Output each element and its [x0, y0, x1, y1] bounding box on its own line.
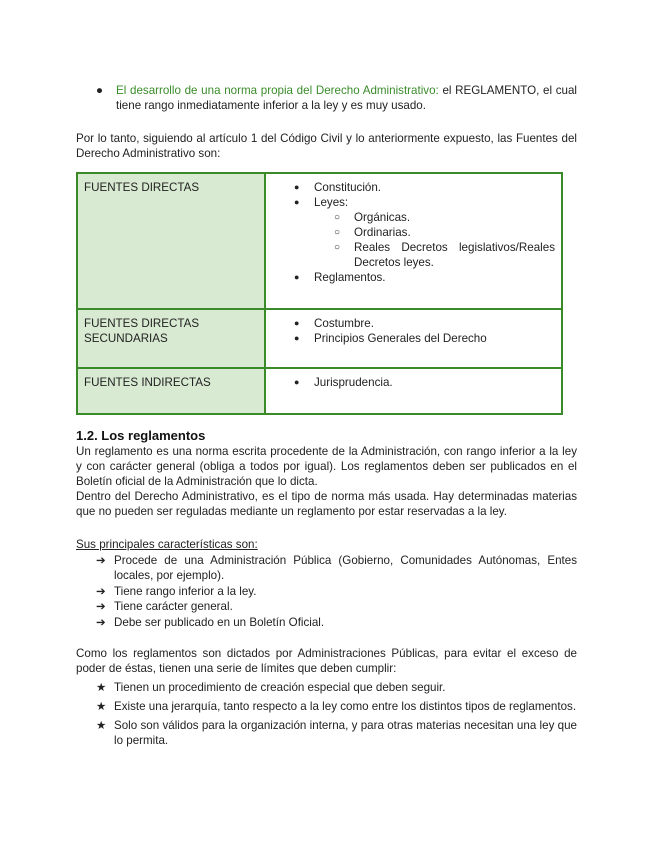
limits-list: [76, 680, 577, 752]
list-item: ● Principios Generales del Derecho: [294, 331, 555, 346]
list-item: ● Jurisprudencia.: [294, 375, 555, 390]
list-item: ➔ Procede de una Administración Pública (Gobierno, Comunidades Autónomas, Entes locales, por ejemplo).: [96, 554, 577, 582]
row-label: FUENTES DIRECTAS SECUNDARIAS: [77, 309, 265, 368]
characteristics-list: [76, 553, 577, 630]
list-item: ➔ Debe ser publicado en un Boletín Oficial.: [96, 615, 325, 629]
list-item: ➔ Tiene carácter general.: [96, 600, 233, 613]
sub-list-item: ○ Ordinarias.: [334, 225, 555, 240]
sub-list: [314, 210, 555, 270]
sub-list-item: ○ Orgánicas.: [334, 210, 555, 225]
star-icon: ★: [96, 700, 107, 713]
intro-paragraph: Por lo tanto, siguiendo al artículo 1 del Código Civil y lo anteriormente expuesto, las Fuentes del Derecho Administrativo son:: [76, 132, 577, 160]
table-row: [77, 368, 562, 414]
list-item: ● Leyes: ○ Orgánicas. ○ Ordinarias. ○ Reales Decretos legislativos/Reales Decretos leyes.: [294, 195, 555, 270]
sources-table: [76, 172, 563, 415]
list-item: ★ Solo son válidos para la organización interna, y para otras materias necesitan una ley que lo permita.: [96, 719, 577, 747]
list-item: ★ Existe una jerarquía, tanto respecto a la ley como entre los distintos tipos de reglamentos.: [96, 700, 577, 713]
table-row: [77, 173, 562, 309]
bullet-rest-text: el REGLAMENTO, el cual tiene rango inmediatamente inferior a la ley y es muy usado.: [116, 84, 577, 112]
section-heading: 1.2. Los reglamentos: [76, 428, 206, 443]
arrow-icon: ➔: [96, 615, 106, 629]
section-body: [76, 444, 577, 519]
list-item: ★ Tienen un procedimiento de creación especial que deben seguir.: [96, 681, 446, 694]
sub-list-item: ○ Reales Decretos legislativos/Reales Decretos leyes.: [334, 240, 555, 270]
list-item: ● Constitución.: [294, 180, 555, 195]
list-item: ➔ Tiene rango inferior a la ley.: [96, 584, 257, 598]
table-row: [77, 309, 562, 368]
source-list: [272, 375, 555, 390]
characteristics-subheading: Sus principales características son:: [76, 538, 258, 551]
limits-paragraph: Como los reglamentos son dictados por Administraciones Públicas, para evitar el exceso de poder de éstas, tienen una serie de límites que deben cumplir:: [76, 647, 577, 675]
source-list: [272, 180, 555, 285]
bullet-icon: ●: [96, 84, 104, 97]
arrow-icon: ➔: [96, 584, 106, 598]
reglamento-bullet: [96, 83, 577, 113]
list-item: ● Costumbre.: [294, 316, 555, 331]
list-item: ● Reglamentos.: [294, 270, 555, 285]
row-label: FUENTES DIRECTAS: [77, 173, 265, 309]
definition-paragraph: Un reglamento es una norma escrita procedente de la Administración, con rango inferior a la ley y con carácter general (obliga a todos por igual). Los reglamentos deben ser publicados en el Boletín oficial de la Administración que lo dicta.: [76, 445, 577, 488]
source-list: [272, 316, 555, 346]
star-icon: ★: [96, 681, 107, 694]
arrow-icon: ➔: [96, 554, 106, 567]
arrow-icon: ➔: [96, 600, 106, 613]
green-lead-text: El desarrollo de una norma propia del Derecho Administrativo:: [116, 84, 439, 97]
usage-paragraph: Dentro del Derecho Administrativo, es el tipo de norma más usada. Hay determinadas materias que no pueden ser reguladas mediante un reglamento por estar reservadas a la ley.: [76, 490, 577, 518]
star-icon: ★: [96, 719, 107, 732]
row-label: FUENTES INDIRECTAS: [77, 368, 265, 414]
